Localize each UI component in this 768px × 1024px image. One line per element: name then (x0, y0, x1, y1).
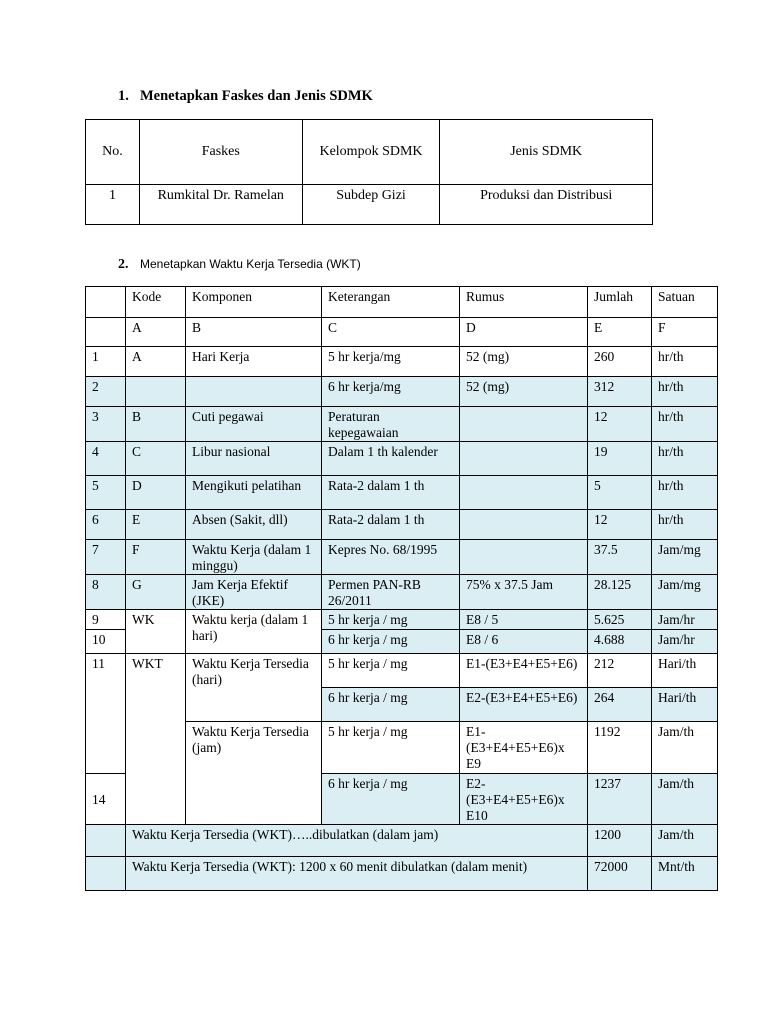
header-kode: Kode (126, 287, 186, 318)
row-satuan: hr/th (652, 476, 718, 510)
section-2-heading (118, 257, 361, 273)
row-no: 9 (86, 610, 126, 630)
row-kode (126, 377, 186, 407)
header-satuan: Satuan (652, 287, 718, 318)
row-satuan: hr/th (652, 377, 718, 407)
row-kode: F (126, 540, 186, 575)
letter-cell (86, 318, 126, 347)
row-keterangan: 5 hr kerja / mg (322, 610, 460, 630)
row-komponen: Waktu Kerja Tersedia (jam) (186, 722, 322, 825)
row-satuan: Hari/th (652, 688, 718, 722)
row-jumlah: 264 (588, 688, 652, 722)
section-1-number: 1. (118, 88, 129, 104)
row-keterangan: 6 hr kerja / mg (322, 688, 460, 722)
table-row (86, 407, 718, 442)
header-jenis-sdmk: Jenis SDMK (440, 120, 653, 185)
table-row (86, 377, 718, 407)
row-satuan: Hari/th (652, 654, 718, 688)
row-kode: WK (126, 610, 186, 654)
row-rumus (460, 510, 588, 540)
row-no: 4 (86, 442, 126, 476)
summary-label: Waktu Kerja Tersedia (WKT): 1200 x 60 menit dibulatkan (dalam menit) (126, 857, 588, 891)
wkt-letter-row (86, 318, 718, 347)
row-jumlah: 260 (588, 347, 652, 377)
section-1-title: Menetapkan Faskes dan Jenis SDMK (140, 88, 373, 104)
row-rumus: E8 / 5 (460, 610, 588, 630)
faskes-table (85, 119, 653, 225)
row-no: 2 (86, 377, 126, 407)
row-komponen: Waktu Kerja Tersedia (hari) (186, 654, 322, 722)
header-no: No. (86, 120, 140, 185)
section-1-heading (118, 88, 373, 105)
letter-cell: E (588, 318, 652, 347)
row-kode: B (126, 407, 186, 442)
row-jumlah: 4.688 (588, 630, 652, 654)
header-komponen: Komponen (186, 287, 322, 318)
row-rumus: E8 / 6 (460, 630, 588, 654)
table-row (86, 510, 718, 540)
header-kelompok-sdmk: Kelompok SDMK (302, 120, 440, 185)
row-jumlah: 12 (588, 407, 652, 442)
table-row (86, 654, 718, 688)
row-no: 6 (86, 510, 126, 540)
row-no (86, 774, 126, 825)
summary-satuan: Mnt/th (652, 857, 718, 891)
row-rumus: E1-(E3+E4+E5+E6) (460, 654, 588, 688)
row-komponen (186, 377, 322, 407)
faskes-data-row (86, 185, 653, 225)
row-keterangan: 5 hr kerja / mg (322, 654, 460, 688)
row-jumlah: 28.125 (588, 575, 652, 610)
summary-blank (86, 857, 126, 891)
cell-jenis: Produksi dan Distribusi (440, 185, 653, 225)
header-keterangan: Keterangan (322, 287, 460, 318)
row-jumlah: 37.5 (588, 540, 652, 575)
row-jumlah: 19 (588, 442, 652, 476)
row-komponen: Waktu kerja (dalam 1 hari) (186, 610, 322, 654)
section-2-title: Menetapkan Waktu Kerja Tersedia (WKT) (140, 257, 361, 271)
row-komponen: Waktu Kerja (dalam 1 minggu) (186, 540, 322, 575)
row-no: 10 (86, 630, 126, 654)
header-rumus: Rumus (460, 287, 588, 318)
row-no: 1 (86, 347, 126, 377)
row-keterangan: 6 hr kerja / mg (322, 630, 460, 654)
letter-cell: A (126, 318, 186, 347)
row-kode: A (126, 347, 186, 377)
row-keterangan: 6 hr kerja / mg (322, 774, 460, 825)
row-satuan: hr/th (652, 442, 718, 476)
table-row (86, 476, 718, 510)
row-rumus: E2-(E3+E4+E5+E6)x E10 (460, 774, 588, 825)
summary-row (86, 825, 718, 857)
row-satuan: Jam/mg (652, 540, 718, 575)
row-rumus (460, 442, 588, 476)
row-jumlah: 212 (588, 654, 652, 688)
summary-satuan: Jam/th (652, 825, 718, 857)
row-keterangan: Permen PAN-RB 26/2011 (322, 575, 460, 610)
header-faskes: Faskes (139, 120, 302, 185)
table-row (86, 540, 718, 575)
row-komponen: Mengikuti pelatihan (186, 476, 322, 510)
row-satuan: hr/th (652, 407, 718, 442)
row-jumlah: 5.625 (588, 610, 652, 630)
table-row (86, 442, 718, 476)
row-rumus: 75% x 37.5 Jam (460, 575, 588, 610)
row-jumlah: 12 (588, 510, 652, 540)
cell-no: 1 (86, 185, 140, 225)
summary-row (86, 857, 718, 891)
row-rumus: 52 (mg) (460, 347, 588, 377)
row-komponen: Cuti pegawai (186, 407, 322, 442)
wkt-header-row (86, 287, 718, 318)
summary-label: Waktu Kerja Tersedia (WKT)…..dibulatkan (dalam jam) (126, 825, 588, 857)
row-no: 11 (86, 654, 126, 774)
letter-cell: B (186, 318, 322, 347)
row-keterangan: 6 hr kerja/mg (322, 377, 460, 407)
row-komponen: Jam Kerja Efektif (JKE) (186, 575, 322, 610)
row-rumus: E1-(E3+E4+E5+E6)x E9 (460, 722, 588, 774)
row-no: 5 (86, 476, 126, 510)
row-satuan: hr/th (652, 347, 718, 377)
row-keterangan: 5 hr kerja/mg (322, 347, 460, 377)
row-no-text: 14 (92, 792, 106, 807)
row-satuan: Jam/th (652, 722, 718, 774)
table-row (86, 575, 718, 610)
row-rumus: E2-(E3+E4+E5+E6) (460, 688, 588, 722)
letter-cell: D (460, 318, 588, 347)
letter-cell: F (652, 318, 718, 347)
row-kode: WKT (126, 654, 186, 825)
row-kode: E (126, 510, 186, 540)
faskes-header-row (86, 120, 653, 185)
row-jumlah: 312 (588, 377, 652, 407)
row-komponen: Hari Kerja (186, 347, 322, 377)
row-no: 8 (86, 575, 126, 610)
row-no: 3 (86, 407, 126, 442)
row-satuan: Jam/mg (652, 575, 718, 610)
row-jumlah: 5 (588, 476, 652, 510)
row-kode: G (126, 575, 186, 610)
row-keterangan: Peraturan kepegawaian (322, 407, 460, 442)
section-2-number: 2. (118, 257, 129, 272)
table-row (86, 347, 718, 377)
row-satuan: Jam/th (652, 774, 718, 825)
summary-jumlah: 1200 (588, 825, 652, 857)
row-komponen: Libur nasional (186, 442, 322, 476)
row-jumlah: 1192 (588, 722, 652, 774)
row-keterangan: Kepres No. 68/1995 (322, 540, 460, 575)
row-rumus: 52 (mg) (460, 377, 588, 407)
row-no: 7 (86, 540, 126, 575)
cell-faskes: Rumkital Dr. Ramelan (139, 185, 302, 225)
row-keterangan: Rata-2 dalam 1 th (322, 476, 460, 510)
row-komponen: Absen (Sakit, dll) (186, 510, 322, 540)
row-satuan: Jam/hr (652, 630, 718, 654)
row-jumlah: 1237 (588, 774, 652, 825)
header-blank (86, 287, 126, 318)
letter-cell: C (322, 318, 460, 347)
row-kode: C (126, 442, 186, 476)
row-keterangan: 5 hr kerja / mg (322, 722, 460, 774)
summary-blank (86, 825, 126, 857)
wkt-table (85, 286, 718, 891)
row-rumus (460, 476, 588, 510)
row-rumus (460, 407, 588, 442)
header-jumlah: Jumlah (588, 287, 652, 318)
row-satuan: hr/th (652, 510, 718, 540)
row-keterangan: Dalam 1 th kalender (322, 442, 460, 476)
cell-kelompok: Subdep Gizi (302, 185, 440, 225)
row-rumus (460, 540, 588, 575)
row-keterangan: Rata-2 dalam 1 th (322, 510, 460, 540)
summary-jumlah: 72000 (588, 857, 652, 891)
table-row (86, 610, 718, 630)
row-kode: D (126, 476, 186, 510)
row-satuan: Jam/hr (652, 610, 718, 630)
